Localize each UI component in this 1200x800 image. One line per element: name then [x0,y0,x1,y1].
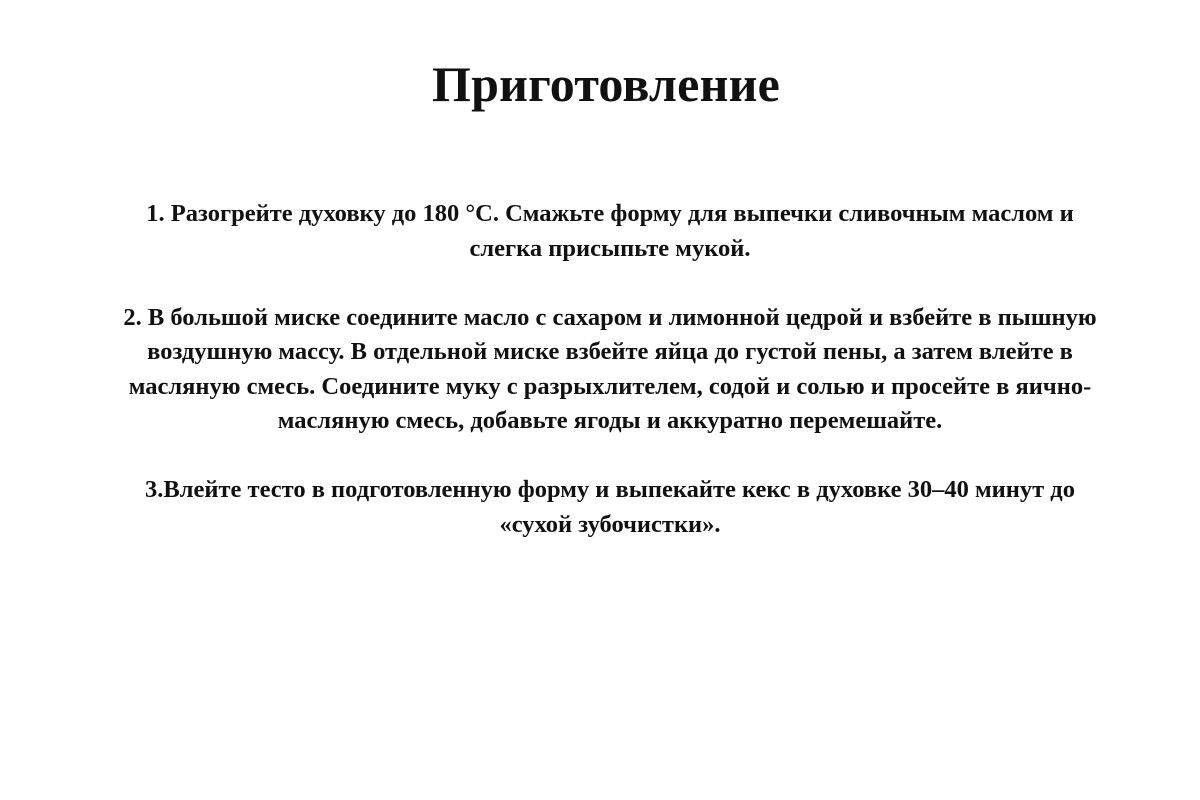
step-1-text: 1. Разогрейте духовку до 180 °C. Смажьте форму для выпечки сливочным маслом и слегка присыпьте мукой. [146,200,1074,262]
step-3-text: 3.Влейте тесто в подготовленную форму и выпекайте кекс в духовке 30–40 минут до «сухой зубочистки». [145,476,1075,538]
page-title: Приготовление [432,56,780,112]
step-2-text: 2. В большой миске соедините масло с сахаром и лимонной цедрой и взбейте в пышную воздушную массу. В отдельной миске взбейте яйца до густой пены, а затем влейте в масляную смесь. Соедините муку с разрыхлителем, содой и солью и просейте в яично-масляную смесь, добавьте ягоды и аккуратно перемешайте. [123,303,1097,434]
steps-list [110,197,1110,542]
